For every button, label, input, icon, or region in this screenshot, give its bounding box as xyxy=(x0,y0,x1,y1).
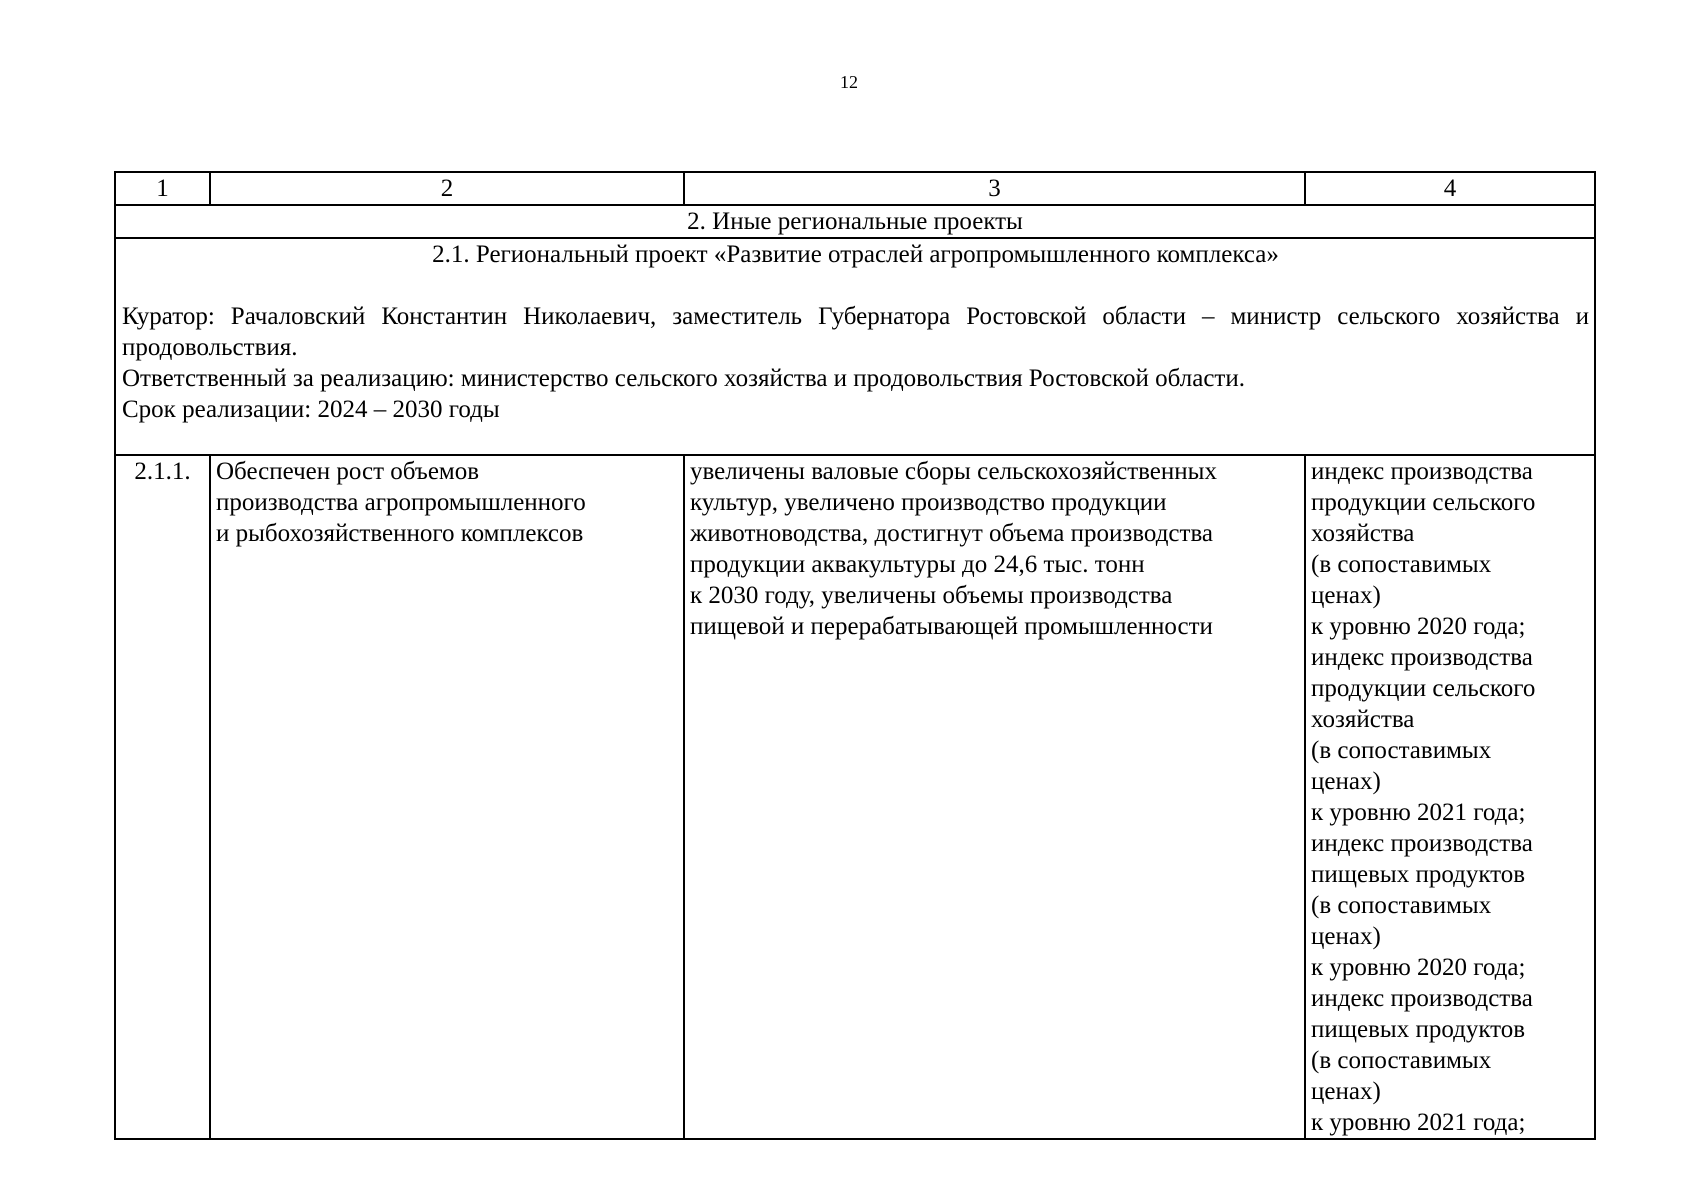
project-title: 2.1. Региональный проект «Развитие отраслей агропромышленного комплекса» xyxy=(432,241,1279,268)
row-indicators xyxy=(1305,455,1595,1139)
project-curator: Куратор: Рачаловский Константин Николаевич, заместитель Губернатора Ростовской области – министр сельского хозяйства и продовольствия. xyxy=(122,303,1589,361)
projects-table xyxy=(114,171,1596,1140)
row-task-text: Обеспечен рост объемов производства агропромышленного и рыбохозяйственного комплексов xyxy=(216,458,586,547)
row-effects-text: увеличены валовые сборы сельскохозяйственных культур, увеличено производство продукции животноводства, достигнут объема производства продукции аквакультуры до 24,6 тыс. тонн к 2030 году, увеличены объемы производства пищевой и перерабатывающей промышленности xyxy=(690,458,1217,640)
project-info-cell xyxy=(115,238,1595,455)
row-indicators-text: индекс производства продукции сельского хозяйства (в сопоставимых ценах) к уровню 2020 года; индекс производства продукции сельского хозяйства (в сопоставимых ценах) к уровню 2021 года; индекс производства пищевых продуктов (в сопоставимых ценах) к уровню 2020 года; индекс производства пищевых продуктов (в сопоставимых ценах) к уровню 2021 года; xyxy=(1311,458,1536,1136)
row-number: 2.1.1. xyxy=(115,455,210,1139)
project-period: Срок реализации: 2024 – 2030 годы xyxy=(122,396,500,423)
table-row xyxy=(115,455,1595,1139)
project-spacer xyxy=(122,270,1589,301)
project-responsible: Ответственный за реализацию: министерство сельского хозяйства и продовольствия Ростовской области. xyxy=(122,365,1245,392)
section-row xyxy=(115,205,1595,238)
column-number-3: 3 xyxy=(684,172,1305,205)
column-number-1: 1 xyxy=(115,172,210,205)
column-number-4: 4 xyxy=(1305,172,1595,205)
page-number: 12 xyxy=(840,72,858,92)
row-effects xyxy=(684,455,1305,1139)
row-task xyxy=(210,455,684,1139)
section-title: 2. Иные региональные проекты xyxy=(115,205,1595,238)
column-numbers-row xyxy=(115,172,1595,205)
project-info-row xyxy=(115,238,1595,455)
column-number-2: 2 xyxy=(210,172,684,205)
